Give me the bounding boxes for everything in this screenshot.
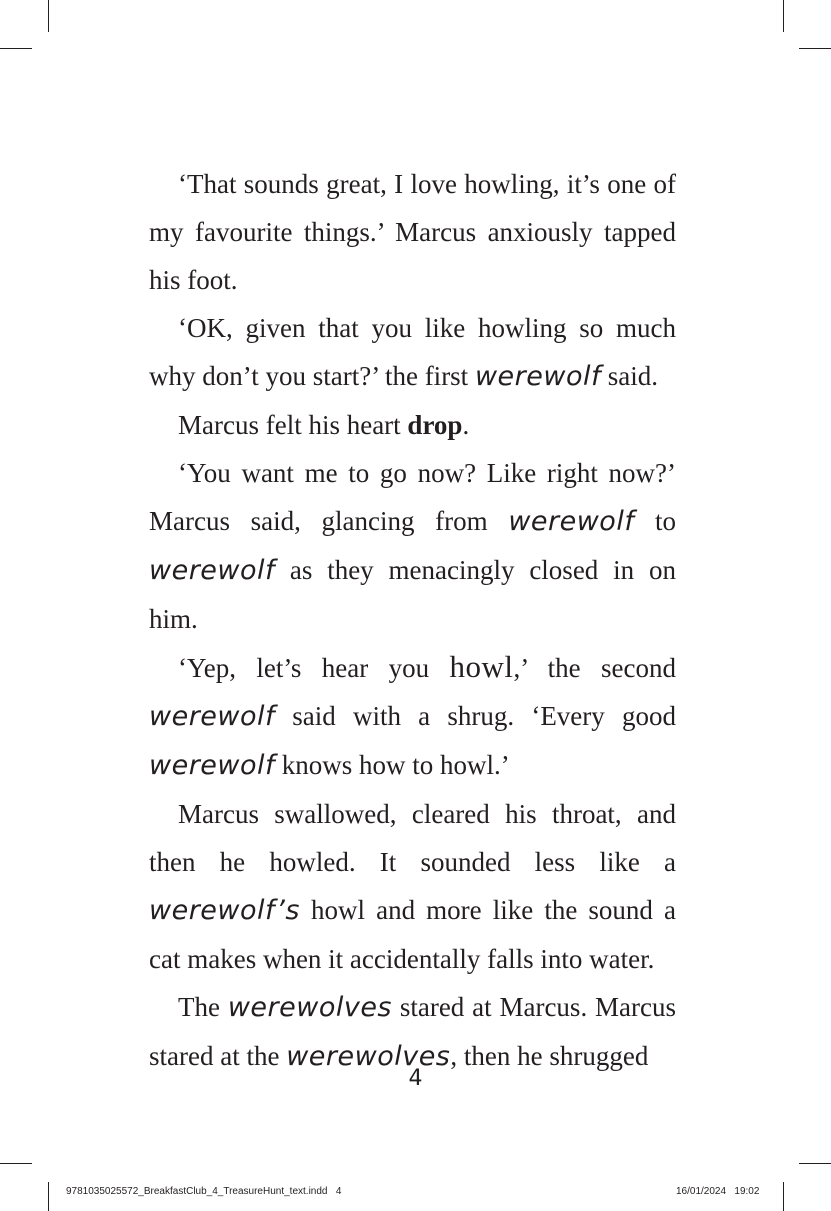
crop-mark-top-right: [783, 0, 784, 32]
paragraph: [149, 160, 676, 304]
text-run: The: [178, 992, 228, 1022]
paragraph: [149, 401, 676, 449]
paragraph: [149, 304, 676, 401]
text-run: stared at Marcus. Marcus stared at the: [149, 992, 677, 1071]
text-run: said with a shrug. ‘Every good: [275, 701, 676, 731]
crop-mark-left-bottom: [0, 1163, 32, 1164]
text-run: ‘You want me to go now? Like right now?’ Marcus said, glancing from: [149, 458, 676, 536]
paragraph: [149, 643, 676, 790]
stylized-word: werewolf’s: [149, 895, 300, 926]
crop-mark-bottom-left: [48, 1182, 49, 1211]
text-run: , then he shrugged: [450, 1041, 649, 1071]
text-run: ‘That sounds great, I love howling, it’s one of my favourite things.’ Marcus anxiously tapped his foot.: [149, 169, 676, 295]
crop-mark-left-top: [0, 48, 32, 49]
stylized-word: werewolves: [227, 992, 392, 1023]
stylized-word: werewolf: [149, 750, 276, 781]
crop-mark-right-bottom: [799, 1163, 831, 1164]
stylized-word: werewolf: [149, 555, 276, 586]
paragraph: [149, 449, 676, 643]
text-run: Marcus swallowed, cleared his throat, and then he howled. It sounded less like a: [149, 799, 676, 877]
text-run: to: [634, 506, 676, 536]
text-run: Marcus felt his heart: [178, 410, 408, 440]
stylized-word: werewolf: [508, 506, 635, 537]
text-run: howl and more like the sound a cat makes when it accidentally falls into water.: [149, 895, 676, 974]
crop-mark-right-top: [799, 48, 831, 49]
slug-timestamp: 16/01/2024 19:02: [676, 1186, 760, 1197]
page-number: 4: [408, 1066, 423, 1091]
text-run: said.: [600, 361, 658, 391]
slug-file-name: 9781035025572_BreakfastClub_4_TreasureHunt_text.indd 4: [66, 1186, 342, 1197]
text-run: .: [462, 410, 470, 440]
stylized-word: werewolves: [286, 1041, 451, 1072]
bold-word: drop: [407, 410, 463, 440]
text-run: ‘OK, given that you like howling so much why don’t you start?’ the first: [149, 313, 676, 391]
body-text: [149, 160, 676, 1081]
stylized-word: werewolf: [474, 361, 601, 392]
emphasized-word: howl: [449, 649, 514, 684]
text-run: ‘Yep, let’s hear you: [178, 653, 450, 683]
crop-mark-bottom-right: [783, 1182, 784, 1211]
text-run: knows how to howl.’: [275, 750, 510, 780]
crop-mark-top-left: [48, 0, 49, 32]
stylized-word: werewolf: [149, 701, 276, 732]
paragraph: [149, 790, 676, 983]
text-run: ,’ the second: [513, 653, 676, 683]
text-run: as they menacingly closed in on him.: [149, 555, 676, 634]
